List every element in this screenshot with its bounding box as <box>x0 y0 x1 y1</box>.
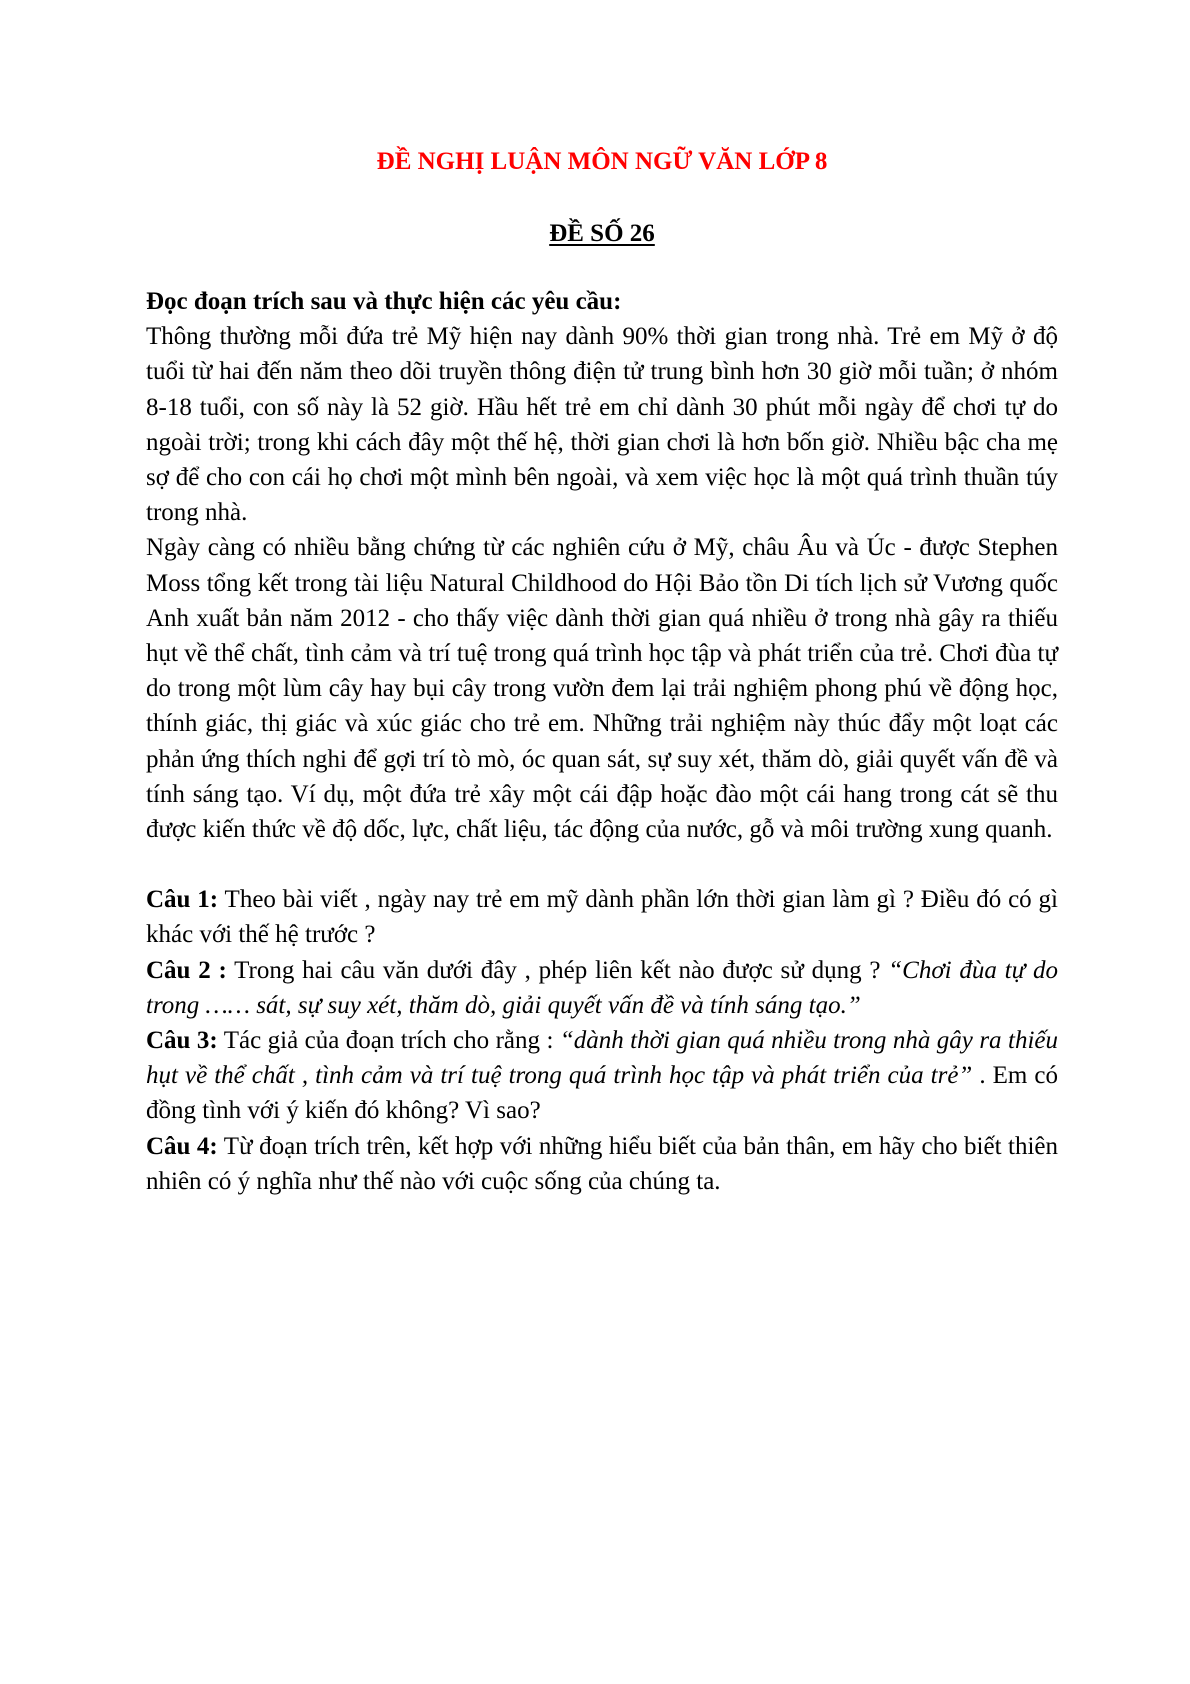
document-title: ĐỀ NGHỊ LUẬN MÔN NGỮ VĂN LỚP 8 <box>376 148 828 175</box>
question-3-followup: . Em có đồng tình với ý kiến đó không? Vì sao? <box>146 1062 1058 1125</box>
question-1 <box>146 882 1058 952</box>
question-3 <box>146 1023 1058 1129</box>
question-3-label: Câu 3: <box>146 1027 218 1055</box>
question-4-label: Câu 4: <box>146 1132 218 1160</box>
question-2-label: Câu 2 : <box>146 956 227 984</box>
question-2-text: Trong hai câu văn dưới đây , phép liên kết nào được sử dụng ? <box>226 956 889 984</box>
question-4 <box>146 1129 1058 1199</box>
exam-number: ĐỀ SỐ 26 <box>549 220 655 247</box>
question-3-text: Tác giả của đoạn trích cho rằng : <box>217 1027 560 1055</box>
question-3-quote: “dành thời gian quá nhiều trong nhà gây ra thiếu hụt về thể chất , tình cảm và trí tuệ trong quá trình học tập và phát triển của trẻ” <box>146 1027 1058 1090</box>
document-body <box>146 284 1058 1199</box>
passage-paragraph-1: Thông thường mỗi đứa trẻ Mỹ hiện nay dành 90% thời gian trong nhà. Trẻ em Mỹ ở độ tuổi từ hai đến năm theo dõi truyền thông điện tử trung bình hơn 30 giờ mỗi tuần; ở nhóm 8-18 tuổi, con số này là 52 giờ. Hầu hết trẻ em chỉ dành 30 phút mỗi ngày để chơi tự do ngoài trời; trong khi cách đây một thế hệ, thời gian chơi là hơn bốn giờ. Nhiều bậc cha mẹ sợ để cho con cái họ chơi một mình bên ngoài, và xem việc học là một quá trình thuần túy trong nhà. <box>146 323 1058 527</box>
question-1-text: Theo bài viết , ngày nay trẻ em mỹ dành phần lớn thời gian làm gì ? Điều đó có gì khác với thế hệ trước ? <box>146 886 1058 949</box>
section-spacer <box>146 847 1058 882</box>
question-4-text: Từ đoạn trích trên, kết hợp với những hiểu biết của bản thân, em hãy cho biết thiên nhiên có ý nghĩa như thế nào với cuộc sống của chúng ta. <box>146 1132 1058 1195</box>
question-1-label: Câu 1: <box>146 886 219 914</box>
passage-paragraph-2: Ngày càng có nhiều bằng chứng từ các nghiên cứu ở Mỹ, châu Âu và Úc - được Stephen Moss tổng kết trong tài liệu Natural Childhood do Hội Bảo tồn Di tích lịch sử Vương quốc Anh xuất bản năm 2012 - cho thấy việc dành thời gian quá nhiều ở trong nhà gây ra thiếu hụt về thể chất, tình cảm và trí tuệ trong quá trình học tập và phát triển của trẻ. Chơi đùa tự do trong một lùm cây hay bụi cây trong vườn đem lại trải nghiệm phong phú về động học, thính giác, thị giác và xúc giác cho trẻ em. Những trải nghiệm này thúc đẩy một loạt các phản ứng thích nghi để gợi trí tò mò, óc quan sát, sự suy xét, thăm dò, giải quyết vấn đề và tính sáng tạo. Ví dụ, một đứa trẻ xây một cái đập hoặc đào một cái hang trong cát sẽ thu được kiến thức về độ dốc, lực, chất liệu, tác động của nước, gỗ và môi trường xung quanh. <box>146 534 1058 844</box>
reading-instruction: Đọc đoạn trích sau và thực hiện các yêu cầu: <box>146 288 622 315</box>
question-2 <box>146 953 1058 1023</box>
question-2-quote: “Chơi đùa tự do trong …… sát, sự suy xét, thăm dò, giải quyết vấn đề và tính sáng tạo.” <box>146 956 1059 1019</box>
